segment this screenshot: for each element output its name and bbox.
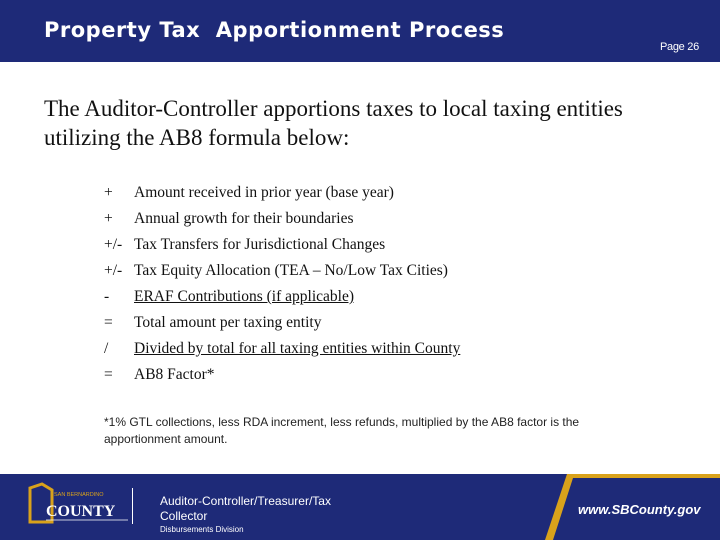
formula-text: AB8 Factor* (134, 366, 215, 383)
formula-sign: + (104, 210, 113, 227)
formula-sign: + (104, 184, 113, 201)
formula-line (104, 310, 544, 336)
logo-top-text: SAN BERNARDINO (54, 492, 104, 498)
logo-divider (132, 488, 133, 524)
header-bar (0, 0, 720, 62)
formula-text: Tax Equity Allocation (TEA – No/Low Tax Cities) (134, 262, 448, 279)
county-logo (24, 482, 134, 530)
page-title: Property Tax Apportionment Process (44, 18, 505, 42)
formula-sign: = (104, 314, 113, 331)
formula-sign: / (104, 340, 109, 357)
formula-sign: = (104, 366, 113, 383)
department-name: Auditor-Controller/Treasurer/Tax Collector (160, 494, 331, 523)
footer-bar (0, 474, 720, 540)
logo-bottom-text: COUNTY (46, 503, 116, 520)
formula-sign: +/- (104, 236, 123, 253)
division-name: Disbursements Division (160, 525, 244, 534)
footnote: *1% GTL collections, less RDA increment, less refunds, multiplied by the AB8 factor is the apportionment amount. (104, 415, 580, 446)
formula-text: Annual growth for their boundaries (134, 210, 354, 227)
formula-line (104, 284, 544, 310)
formula-text: ERAF Contributions (if applicable) (134, 288, 354, 305)
formula-sign: - (104, 288, 110, 305)
page-number: Page 26 (660, 41, 699, 53)
formula-line (104, 232, 544, 258)
intro-text: The Auditor-Controller apportions taxes to local taxing entities utilizing the AB8 formula below: (44, 96, 623, 150)
formula-list (104, 180, 544, 388)
formula-text: Tax Transfers for Jurisdictional Changes (134, 236, 386, 253)
formula-line (104, 258, 544, 284)
formula-text: Amount received in prior year (base year) (134, 184, 394, 201)
website-link[interactable]: www.SBCounty.gov (578, 502, 701, 517)
formula-text: Divided by total for all taxing entities within County (134, 340, 461, 357)
formula-line (104, 180, 544, 206)
formula-sign: +/- (104, 262, 123, 279)
formula-text: Total amount per taxing entity (134, 314, 322, 331)
formula-line (104, 206, 544, 232)
formula-line (104, 362, 544, 388)
formula-line (104, 336, 544, 362)
